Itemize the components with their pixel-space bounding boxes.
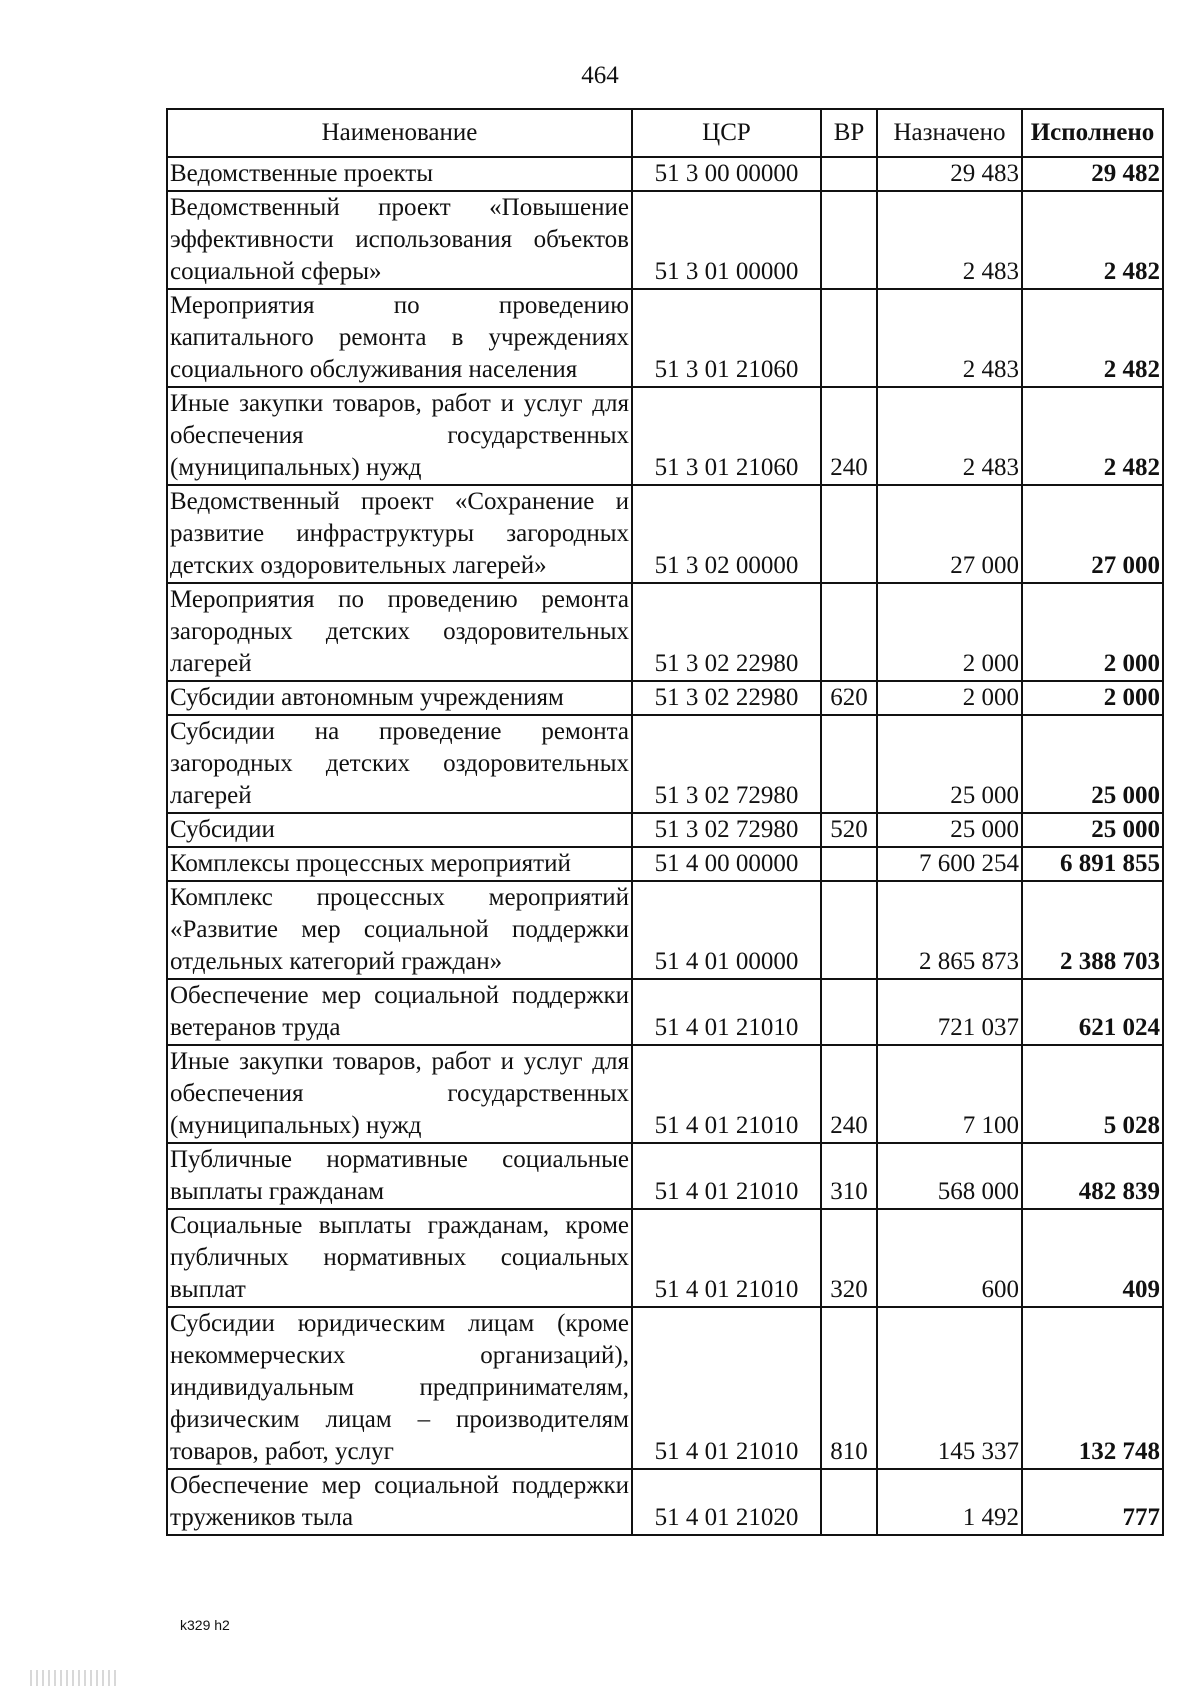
table-row [167,485,1163,583]
cell-name: Комплексы процессных мероприятий [167,847,632,881]
cell-planned: 2 000 [877,681,1022,715]
cell-planned: 7 600 254 [877,847,1022,881]
cell-planned: 1 492 [877,1469,1022,1535]
cell-vr: 320 [821,1209,877,1307]
cell-vr: 240 [821,1045,877,1143]
table-row [167,881,1163,979]
header-vr: ВР [821,109,877,157]
cell-name: Иные закупки товаров, работ и услуг для обеспечения государственных (муниципальных) нужд [167,1045,632,1143]
cell-csr: 51 4 01 00000 [632,881,821,979]
cell-name: Иные закупки товаров, работ и услуг для обеспечения государственных (муниципальных) нужд [167,387,632,485]
cell-name: Субсидии на проведение ремонта загородных детских оздоровительных лагерей [167,715,632,813]
budget-table [166,108,1164,1536]
cell-name: Обеспечение мер социальной поддержки тружеников тыла [167,1469,632,1535]
cell-executed: 2 482 [1022,289,1163,387]
scan-artifact [30,1670,120,1686]
cell-vr [821,881,877,979]
table-row [167,1469,1163,1535]
table-row [167,1045,1163,1143]
cell-vr [821,583,877,681]
cell-csr: 51 3 01 21060 [632,289,821,387]
cell-csr: 51 4 01 21010 [632,979,821,1045]
cell-executed: 5 028 [1022,1045,1163,1143]
table-row [167,289,1163,387]
header-name: Наименование [167,109,632,157]
table-header-row [167,109,1163,157]
header-planned: Назначено [877,109,1022,157]
cell-executed: 29 482 [1022,157,1163,191]
cell-executed: 409 [1022,1209,1163,1307]
cell-csr: 51 4 01 21010 [632,1045,821,1143]
cell-name: Публичные нормативные социальные выплаты гражданам [167,1143,632,1209]
table-row [167,191,1163,289]
cell-name: Ведомственный проект «Сохранение и развитие инфраструктуры загородных детских оздоровительных лагерей» [167,485,632,583]
cell-planned: 600 [877,1209,1022,1307]
cell-planned: 29 483 [877,157,1022,191]
footer-code: k329 h2 [180,1617,230,1633]
cell-planned: 721 037 [877,979,1022,1045]
table-body [167,157,1163,1535]
cell-planned: 25 000 [877,715,1022,813]
cell-executed: 2 000 [1022,583,1163,681]
header-executed: Исполнено [1022,109,1163,157]
cell-name: Субсидии автономным учреждениям [167,681,632,715]
cell-csr: 51 3 02 72980 [632,813,821,847]
cell-planned: 145 337 [877,1307,1022,1469]
cell-planned: 568 000 [877,1143,1022,1209]
table-row [167,1143,1163,1209]
table-row [167,387,1163,485]
cell-executed: 2 482 [1022,387,1163,485]
cell-csr: 51 3 02 72980 [632,715,821,813]
cell-executed: 2 482 [1022,191,1163,289]
table-row [167,157,1163,191]
cell-csr: 51 3 00 00000 [632,157,821,191]
cell-vr: 620 [821,681,877,715]
cell-executed: 621 024 [1022,979,1163,1045]
cell-csr: 51 4 01 21010 [632,1143,821,1209]
cell-vr [821,979,877,1045]
cell-planned: 2 483 [877,289,1022,387]
cell-csr: 51 4 01 21020 [632,1469,821,1535]
table-row [167,583,1163,681]
cell-planned: 2 000 [877,583,1022,681]
cell-csr: 51 4 00 00000 [632,847,821,881]
cell-vr [821,191,877,289]
cell-csr: 51 4 01 21010 [632,1307,821,1469]
cell-vr: 520 [821,813,877,847]
cell-planned: 2 865 873 [877,881,1022,979]
cell-executed: 27 000 [1022,485,1163,583]
table-row [167,1209,1163,1307]
cell-vr [821,1469,877,1535]
cell-planned: 7 100 [877,1045,1022,1143]
cell-planned: 2 483 [877,191,1022,289]
cell-vr: 810 [821,1307,877,1469]
cell-name: Ведомственный проект «Повышение эффективности использования объектов социальной сферы» [167,191,632,289]
table-row [167,813,1163,847]
cell-vr [821,485,877,583]
table-row [167,715,1163,813]
table-row [167,1307,1163,1469]
cell-csr: 51 3 02 00000 [632,485,821,583]
page-number: 464 [581,62,619,89]
cell-name: Обеспечение мер социальной поддержки ветеранов труда [167,979,632,1045]
cell-executed: 25 000 [1022,813,1163,847]
table-row [167,979,1163,1045]
cell-name: Мероприятия по проведению ремонта загородных детских оздоровительных лагерей [167,583,632,681]
cell-planned: 25 000 [877,813,1022,847]
header-csr: ЦСР [632,109,821,157]
table-row [167,681,1163,715]
cell-executed: 25 000 [1022,715,1163,813]
cell-csr: 51 4 01 21010 [632,1209,821,1307]
cell-name: Комплекс процессных мероприятий «Развитие мер социальной поддержки отдельных категорий граждан» [167,881,632,979]
cell-name: Субсидии юридическим лицам (кроме некоммерческих организаций), индивидуальным предпринимателям, физическим лицам – производителям товаров, работ, услуг [167,1307,632,1469]
cell-name: Социальные выплаты гражданам, кроме публичных нормативных социальных выплат [167,1209,632,1307]
cell-vr [821,847,877,881]
cell-csr: 51 3 02 22980 [632,583,821,681]
cell-name: Мероприятия по проведению капитального ремонта в учреждениях социального обслуживания населения [167,289,632,387]
cell-vr: 240 [821,387,877,485]
cell-csr: 51 3 01 21060 [632,387,821,485]
cell-vr [821,715,877,813]
cell-vr: 310 [821,1143,877,1209]
cell-csr: 51 3 01 00000 [632,191,821,289]
cell-executed: 777 [1022,1469,1163,1535]
cell-csr: 51 3 02 22980 [632,681,821,715]
cell-name: Ведомственные проекты [167,157,632,191]
cell-vr [821,157,877,191]
cell-executed: 482 839 [1022,1143,1163,1209]
cell-planned: 2 483 [877,387,1022,485]
table-row [167,847,1163,881]
cell-executed: 6 891 855 [1022,847,1163,881]
cell-name: Субсидии [167,813,632,847]
cell-executed: 2 000 [1022,681,1163,715]
cell-executed: 132 748 [1022,1307,1163,1469]
cell-vr [821,289,877,387]
cell-planned: 27 000 [877,485,1022,583]
cell-executed: 2 388 703 [1022,881,1163,979]
